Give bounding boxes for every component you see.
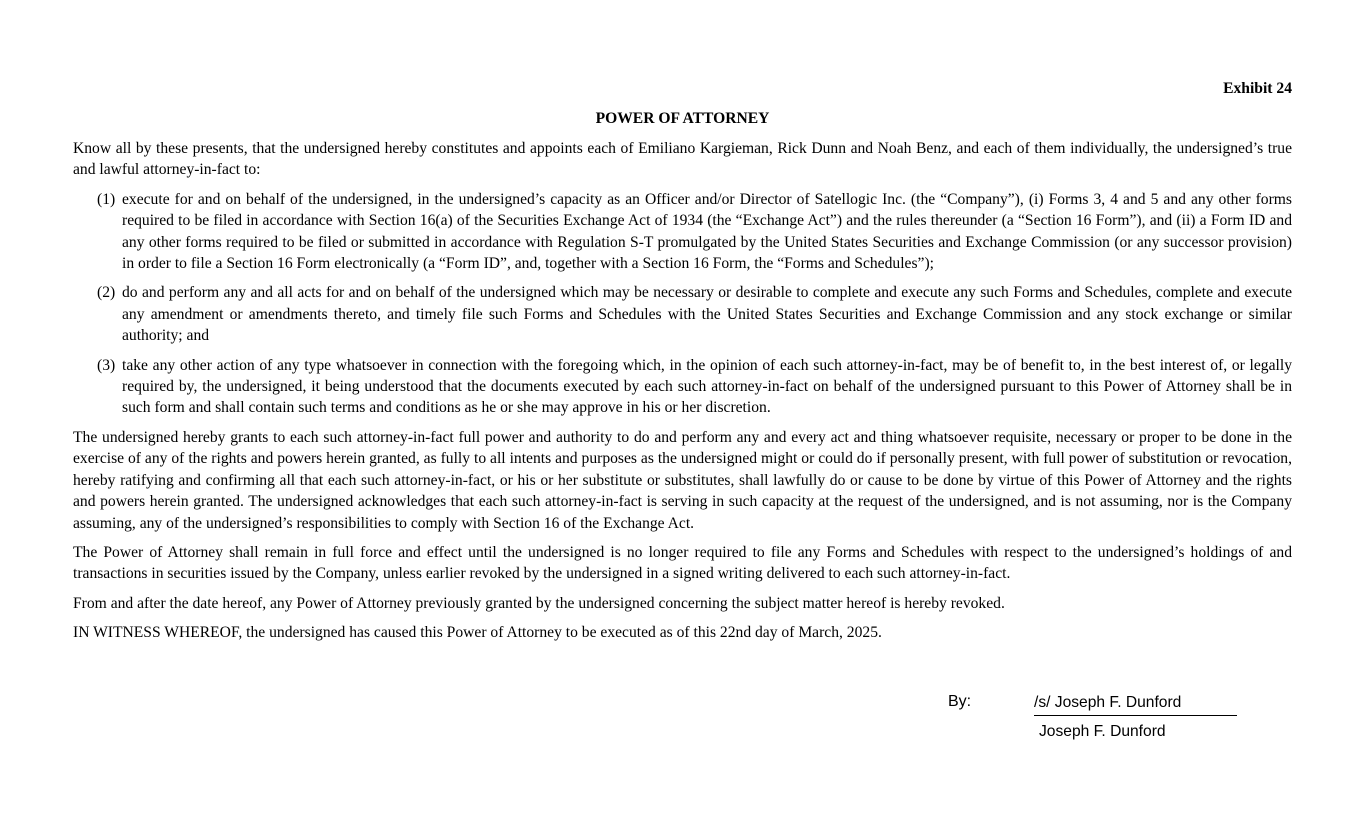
revocation-paragraph: From and after the date hereof, any Power of Attorney previously granted by the undersigned concerning the subject matter hereof is hereby revoked. bbox=[73, 594, 1005, 612]
list-item bbox=[73, 189, 1292, 275]
witness-paragraph: IN WITNESS WHEREOF, the undersigned has caused this Power of Attorney to be executed as of this 22nd day of March, 2025. bbox=[73, 624, 882, 642]
list-item-text: take any other action of any type whatsoever in connection with the foregoing which, in the opinion of each such attorney-in-fact, may be of benefit to, in the best interest of, or legally required by, the undersigned, it being understood that the documents executed by each such attorney-in-fact on behalf of the undersigned pursuant to this Power of Attorney shall be in such form and shall contain such terms and conditions as he or she may approve in his or her discretion. bbox=[122, 356, 1292, 417]
list-item-text: execute for and on behalf of the undersigned, in the undersigned’s capacity as an Officer and/or Director of Satellogic Inc. (the “Company”), (i) Forms 3, 4 and 5 and any other forms required to be filed in accordance with Section 16(a) of the Securities Exchange Act of 1934 (the “Exchange Act”) and the rules thereunder (a “Section 16 Form”), and (ii) a Form ID and any other forms required to be filed or submitted in accordance with Regulation S-T promulgated by the United States Securities and Exchange Commission (or any successor provision) in order to file a Section 16 Form electronically (a “Form ID”, and, together with a Section 16 Form, the “Forms and Schedules”); bbox=[122, 190, 1292, 273]
list-item-number: (3) bbox=[97, 356, 116, 374]
document-title: POWER OF ATTORNEY bbox=[595, 110, 770, 127]
signature-line: /s/ Joseph F. Dunford bbox=[1034, 693, 1237, 716]
list-item-number: (1) bbox=[97, 190, 116, 208]
list-item-number: (2) bbox=[97, 284, 116, 302]
duration-paragraph: The Power of Attorney shall remain in full force and effect until the undersigned is no longer required to file any Forms and Schedules with respect to the undersigned’s holdings of and transactions in securities issued by the Company, unless earlier revoked by the undersigned in a signed writing delivered to each such attorney-in-fact. bbox=[73, 543, 1292, 583]
signature-by-label: By: bbox=[948, 693, 972, 710]
grant-paragraph: The undersigned hereby grants to each such attorney-in-fact full power and authority to do and perform any and every act and thing whatsoever requisite, necessary or proper to be done in the exercise of any of the rights and powers herein granted, as fully to all intents and purposes as the undersigned might or could do if personally present, with full power of substitution or revocation, hereby ratifying and confirming all that each such attorney-in-fact, or his or her substitute or substitutes, shall lawfully do or cause to be done by virtue of this Power of Attorney and the rights and powers herein granted. The undersigned acknowledges that each such attorney-in-fact is serving in such capacity at the request of the undersigned, and is not assuming, nor is the Company assuming, any of the undersigned’s responsibilities to comply with Section 16 of the Exchange Act. bbox=[73, 428, 1292, 532]
list-item bbox=[73, 282, 1292, 346]
list-item bbox=[73, 355, 1292, 419]
list-item-text: do and perform any and all acts for and on behalf of the undersigned which may be necessary or desirable to complete and execute any such Forms and Schedules, complete and execute any amendment or amendments thereto, and timely file such Forms and Schedules with the United States Securities and Exchange Commission and any stock exchange or similar authority; and bbox=[122, 284, 1292, 345]
exhibit-label: Exhibit 24 bbox=[1223, 80, 1292, 97]
document-body bbox=[73, 78, 1292, 644]
intro-paragraph: Know all by these presents, that the undersigned hereby constitutes and appoints each of Emiliano Kargieman, Rick Dunn and Noah Benz, and each of them individually, the undersigned’s true and lawful attorney-in-fact to: bbox=[73, 140, 1292, 179]
signatory-name: Joseph F. Dunford bbox=[1039, 723, 1166, 740]
